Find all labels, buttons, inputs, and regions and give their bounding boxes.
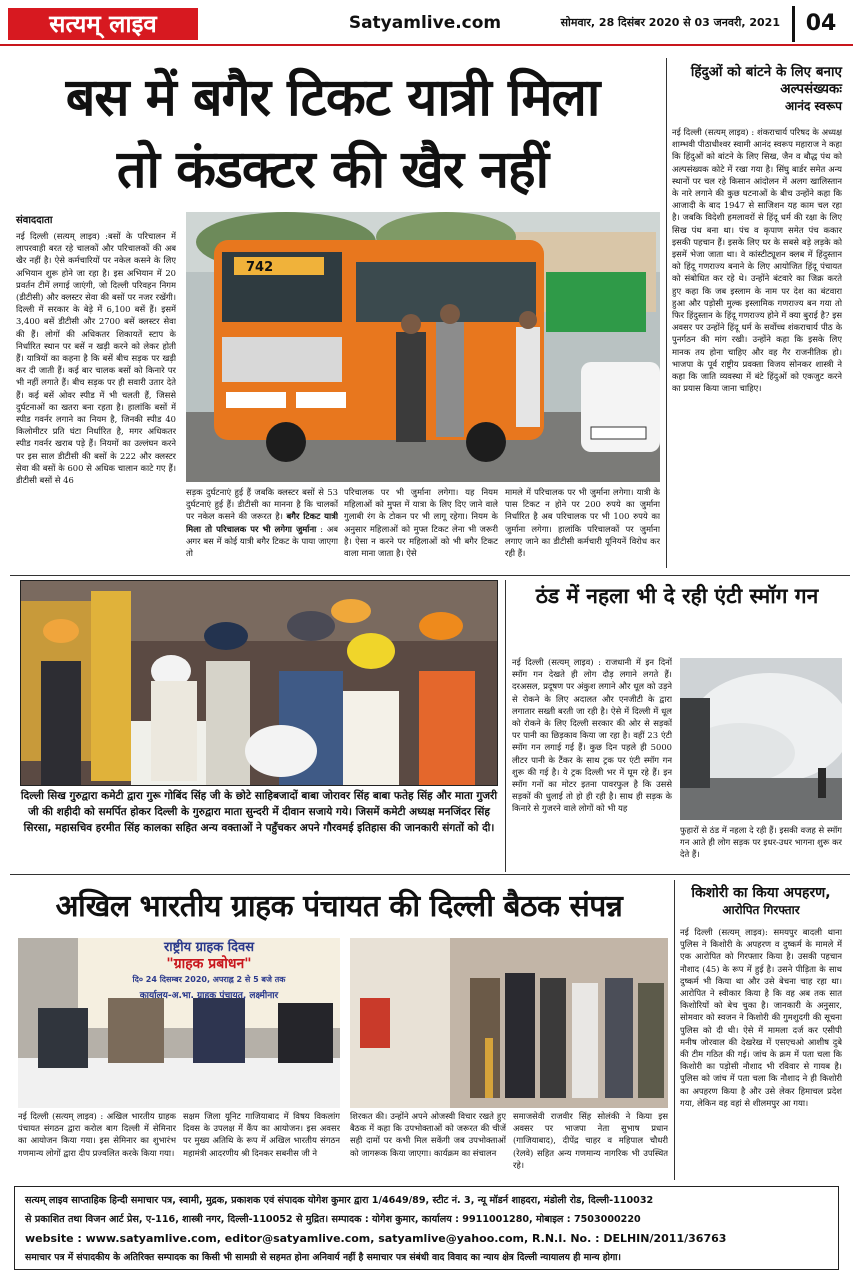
kishori-title-line2: आरोपित गिरफ्तार <box>722 903 800 917</box>
smog-divider <box>505 580 506 872</box>
smog-gun-photo <box>680 658 842 820</box>
kishori-story-title <box>680 884 842 918</box>
grahak-story-col4: समाजसेवी राजवीर सिंह सोलंकी ने किया इस अवसर पर भाजपा नेता सुभाष प्रधान (गाजियाबाद), दीपेंद्र चाहर व महिपाल चौधरी (रेलवे) सहित अन्य गणमान्य नागरिक भी उपस्थित रहे। <box>513 1111 668 1170</box>
sidebar-story-title: हिंदुओं को बांटने के लिए बनाए अल्पसंख्यकः <box>690 64 842 97</box>
smog-gun-photo-image <box>680 658 842 820</box>
smog-photo-caption: फुहारों से ठंड में नहला दे रही हैं। इसकी वजह से स्मॉग गन आते ही लोग सड़क पर इधर-उधर भागना शुरू कर देते हैं। <box>680 825 842 860</box>
kishori-title-line1: किशोरी का किया अपहरण, <box>691 885 831 901</box>
smog-story-body: नई दिल्ली (सत्यम् लाइव) : राजधानी में इन दिनों स्मॉग गन देखते ही लोग दौड़ लगाने लगते हैं। दरअसल, प्रदूषण पर अंकुश लगाने और धूल को उड़ने से रोकने के लिए अदालत और एनजीटी के द्वारा लगातार सख्ती बरती जा रही है। ऐसे में दिल्ली में धूल को रोकने के लिए दिल्ली सरकार की ओर से सड़कों पर पानी का छिड़काव किया जा रहा है। वहीं 23 एंटी स्मॉग गन लगाई गई हैं। कुछ दिन पहले ही 5000 लीटर पानी के टैंकर के साथ ट्रक पर एंटी स्मॉग गन शुरू की गई है। ये ट्रक दिल्ली भर में घूम रहे हैं। इन स्मॉग गनों का मोटर इतना पावरफुल है कि उससे सड़कों की धुलाई तो हो ही रही है। साथ ही सड़क के किनारे से गुजरने वाले लोगों को भी यह <box>512 657 672 814</box>
imprint-line2: से प्रकाशित तथा विजन आर्ट प्रेस, ए-116, शास्त्री नगर, दिल्ली-110052 से मुद्रित। सम्पादक : योगेश कुमार, कार्यालय : 9911001280, मोबाइल : 7503000220 <box>25 1214 641 1225</box>
imprint-contacts[interactable]: website : www.satyamlive.com, editor@satyamlive.com, satyamlive@yahoo.com, R.N.I. No. : DELHIN/2011/36763 <box>25 1232 727 1245</box>
page-number: 04 <box>792 6 847 42</box>
masthead-website[interactable]: Satyamlive.com <box>348 13 502 33</box>
bus-photo-image <box>186 212 660 482</box>
kishori-story-body: नई दिल्ली (सत्यम् लाइव): समयपुर बादली थाना पुलिस ने किशोरी के अपहरण व दुष्कर्म के मामले में एक आरोपित को गिरफ्तार किया है। उसकी पहचान नौशाद (45) के रूप में हुई है। उसने पीड़िता के साथ दुष्कर्म भी किया था और उसे बेचना चाह रहा था। आरोपित ने स्वीकार किया है कि वह अब तक सात किशोरियों को बेच चुका है। जानकारी के अनुसार, सोमवार को स्वजन ने किशोरी की गुमशुदगी की सूचना पुलिस को दी थी। ऐसे में मामला दर्ज कर एसीपी मनीष जोरवाल की देखरेख में एसएचओ आशीष दुबे की टीम गठित की गई। जांच के क्रम में पता चला कि किशोरी का पड़ोसी नौशाद भी रविवार से गायब है। पुलिस को जांच में पता चला कि नौशाद ने ही किशोरी का अपहरण किया है और उसे लेकर हिमाचल प्रदेश गया, लेकिन वह वहां से शीलमपुर आ गया। <box>680 927 842 1108</box>
grahak-banner-title: राष्ट्रीय ग्राहक दिवस <box>163 940 255 955</box>
sidebar-story-author: आनंद स्वरूप <box>785 99 842 113</box>
kishori-divider <box>674 880 675 1180</box>
sidebar-divider <box>666 58 667 568</box>
issue-date: सोमवार, 28 दिसंबर 2020 से 03 जनवरी, 2021 <box>560 16 780 29</box>
main-headline-line1: बस में बगैर टिकट यात्री मिला <box>65 68 600 128</box>
grahak-banner-venue: कार्यालय-अ.भा. ग्राहक पंचायत, लक्ष्मीनार <box>139 991 279 1001</box>
main-story-col2 <box>186 486 338 572</box>
main-story-col3: परिचालक पर भी जुर्माना लगेगा। यह नियम महिलाओं को मुफ्त में यात्रा के लिए दिए जाने वाले गुलाबी रंग के टोकन पर भी लागू रहेगा। नियम के अनुसार महिलाओं को मुफ्त टिकट लेना भी जरूरी है। ऐसा न करने पर महिलाओं को भी बगैर टिकट वाला माना जाता है। ऐसे <box>344 487 498 559</box>
grahak-banner <box>78 938 340 1028</box>
main-story-subhead: बगैर टिकट यात्री मिला तो परिचालक पर भी लगेगा जुर्माना <box>186 511 338 534</box>
grahak-banner-subtitle: "ग्राहक प्रबोधन" <box>166 956 252 972</box>
main-headline-line2: तो कंडक्टर की खैर नहीं <box>116 140 549 200</box>
sidebar-story-body: नई दिल्ली (सत्यम् लाइव) : शंकराचार्य परिषद के अध्यक्ष शाम्भवी पीठाधीश्वर स्वामी आनंद स्वरूप महाराज ने कहा कि हिंदुओं को बांटने के लिए सिख, जैन व बौद्ध पंथ को अल्पसंख्यक कोटे में रखा गया है। सिंघु बार्डर समेत अन्य स्थानों पर चल रहे किसान आंदोलन में अलग खालिस्तान के नारे लगाने की कुछ घटनाओं के बीच उन्होंने कहा कि आजादी के बाद 1947 से साजिशन यह काम चल रहा है। जबकि विदेशी हमलावरों से हिंदू धर्म की रक्षा के लिए सिख पंथ बना था। पंच व कृपाण समेत पंच ककार इसकी पहचान हैं। इसके लिए घर के सबसे बड़े लड़के को इसमें भेजा जाता था। वे कांस्टीट्यूशन क्लब में हिंदुस्तान को हिंदू गणराज्य बनाने के लिए आयोजित हिंदू पंचायत को संबोधित कर रहे थे। उन्होंने बंटवारे का जिक्र करते हुए कहा कि जब इस्लाम के नाम पर देश का बंटवारा हुआ और पड़ोसी मुल्क इस्लामिक गणराज्य बन गया तो फिर हिंदुस्तान के हिंदू गणराज्य होने में क्या बुराई है? इस अवसर पर उन्होंने हिंदू धर्म के सर्वोच्च शंकराचार्य पीठ के पुनर्गठन की मांग रखी। उन्होंने कहा कि इसके लिए मानक तय होना चाहिए और वह गैर राजनीतिक हो। भाजपा के पूर्व राष्ट्रीय प्रवक्ता विजय सोनकर शास्त्री ने कहा कि जाति व्यवस्था में बंटे हिंदुओं को एकजुट करने का प्रयास किया जाना चाहिए। <box>672 127 842 394</box>
main-story-col2-text: सड़क दुर्घटनाएं हुई हैं जबकि क्लस्टर बसों से 53 दुर्घटनाएं हुई हैं। डीटीसी का मानना है कि चालकों पर नकेल कसने की जरूरत है। <box>186 487 338 522</box>
main-story-col1: नई दिल्ली (सत्यम् लाइव) :बसों के परिचालन में लापरवाही बरत रहे चालकों और परिचालकों की अब खैर नहीं है। ऐसे कर्मचारियों पर नकेल कसने के लिए अभियान शुरू होने जा रहा है। इस अभियान में 20 प्रवर्तन टीमें लगाई जाएंगी, जो दिल्ली परिवहन निगम (डीटीसी) और क्लस्टर सेवा की बसों पर नजर रखेंगी। दिल्ली में सरकार के बेड़े में 6,100 बसें हैं। इसमें 3,400 बसें डीटीसी और 2700 बसें क्लस्टर सेवा की हैं। लोगों की अधिकतर शिकायतें स्टाप के निर्धारित स्थान पर बसें न खड़ी करने को लेकर होती हैं। यात्रियों का कहना है कि बसें बीच सड़क पर खड़ी कर दी जाती हैं। कई बार चालक बसों को किनारे पर भी नहीं लगाते हैं। बीच सड़क पर ही सवारी उतार देते हैं। कई बसें ओवर स्पीड में भी चलती हैं, जिससे दुर्घटनाओं का खतरा बना रहता है। हालांकि बसों में स्पीड गवर्नर लगाने का नियम है, जिनकी स्पीड 40 किलोमीटर प्रति घंटा निर्धारित है, मगर अधिकतर स्पीड गवर्नर खराब पड़े हैं। नियमों का उल्लंघन करने पर इस साल डीटीसी की बसों के 222 और क्लस्टर सेवा की बसों के 600 से अधिक चालान काटे गए हैं। डीटीसी बसों से 46 <box>16 231 176 486</box>
section-divider-1 <box>10 575 850 576</box>
main-story-col2-tail: : अब अगर बस में कोई यात्री बगैर टिकट के पाया जाएगा तो <box>186 523 338 559</box>
sidebar-story <box>672 64 842 114</box>
grahak-story-col2: सक्षम जिला यूनिट गाजियाबाद में विषय विकलांग दिवस के उपलक्ष में कैंप का आयोजन। इस अवसर पर मुख्य अतिथि के रूप में अखिल भारतीय संगठन महामंत्री आदरणीय श्री दिनकर सबनीस जी ने <box>183 1111 340 1158</box>
main-story-col4: मामले में परिचालक पर भी जुर्माना लगेगा। यात्री के पास टिकट न होने पर 200 रुपये का जुर्माना निर्धारित है अब परिचालक पर भी 100 रुपये का जुर्माना लगेगा। हालांकि परिचालकों पर जुर्माना लगाए जाने का डीटीसी कर्मचारी यूनियनें विरोध कर रही हैं। <box>505 487 660 559</box>
byline: संवाददाता <box>16 215 53 226</box>
imprint-footer <box>14 1186 839 1270</box>
grahak-story-col1: नई दिल्ली (सत्यम् लाइव) : अखिल भारतीय ग्राहक पंचायत संगठन द्वारा करोल बाग दिल्ली में सेमिनार का आयोजन किया गया। इस सेमिनार का शुभारंभ गणमान्य लोगों द्वारा दीप प्रज्वलित करके किया गया। <box>18 1111 176 1158</box>
sikh-event-caption: दिल्ली सिख गुरुद्वारा कमेटी द्वारा गुरू गोबिंद सिंह जी के छोटे साहिबजादों बाबा जोरावर सिंह बाबा फतेह सिंह और माता गुजरी जी की शहीदी को समर्पित होकर दिल्ली के गुरुद्वारा माता सुन्दरी में दीवान सजाये गये। जिसमें कमेटी अध्यक्ष मनजिंदर सिंह सिरसा, महासचिव हरमीत सिंह कालका सहित अन्य वक्ताओं ने पहुँचकर अपने गौरवमई इतिहास की जानकारी संगतों को दी। <box>20 790 498 834</box>
imprint-line1: सत्यम् लाइव साप्ताहिक हिन्दी समाचार पत्र, स्वामी, मुद्रक, प्रकाशक एवं संपादक योगेश कुमार द्वारा 1/4649/89, स्टीट नं. 3, न्यू मॉडर्न शाहदरा, मंडोली रोड, दिल्ली-110032 <box>25 1195 654 1206</box>
grahak-headline: अखिल भारतीय ग्राहक पंचायत की दिल्ली बैठक संपन्न <box>55 889 623 924</box>
grahak-banner-date: दि० 24 दिसम्बर 2020, अपराह्न 2 से 5 बजे तक <box>132 975 286 984</box>
smog-story-title: ठंड में नहला भी दे रही एंटी स्मॉग गन <box>535 584 819 608</box>
sikh-event-photo-image <box>21 581 498 786</box>
masthead-logo: सत्यम् लाइव <box>8 8 198 40</box>
section-divider-2 <box>10 874 850 875</box>
sikh-event-photo <box>20 580 498 786</box>
bus-photo <box>186 212 660 482</box>
grahak-seminar-photo <box>18 938 340 1108</box>
bus-route-number: 742 <box>246 260 274 275</box>
grahak-story-col3: शिरकत की। उन्होंने अपने ओजस्वी विचार रखते हुए बैठक में कहा कि उपभोक्ताओं को जरूरत की चीजें सही दामों पर कभी मिल सकेंगी जब उपभोक्ताओं को जागरूक किया जाएगा। कार्यक्रम का संचालन <box>350 1111 506 1158</box>
grahak-lamp-photo-image <box>350 938 668 1108</box>
grahak-lamp-photo <box>350 938 668 1108</box>
imprint-disclaimer: समाचार पत्र में संपादकीय के अतिरिक्त सम्पादक का किसी भी सामग्री से सहमत होना अनिवार्य नहीं है समाचार पत्र संबंधी वाद विवाद का न्याय क्षेत्र दिल्ली न्यायालय ही मान्य होगा। <box>25 1252 622 1263</box>
main-headline <box>0 62 665 206</box>
